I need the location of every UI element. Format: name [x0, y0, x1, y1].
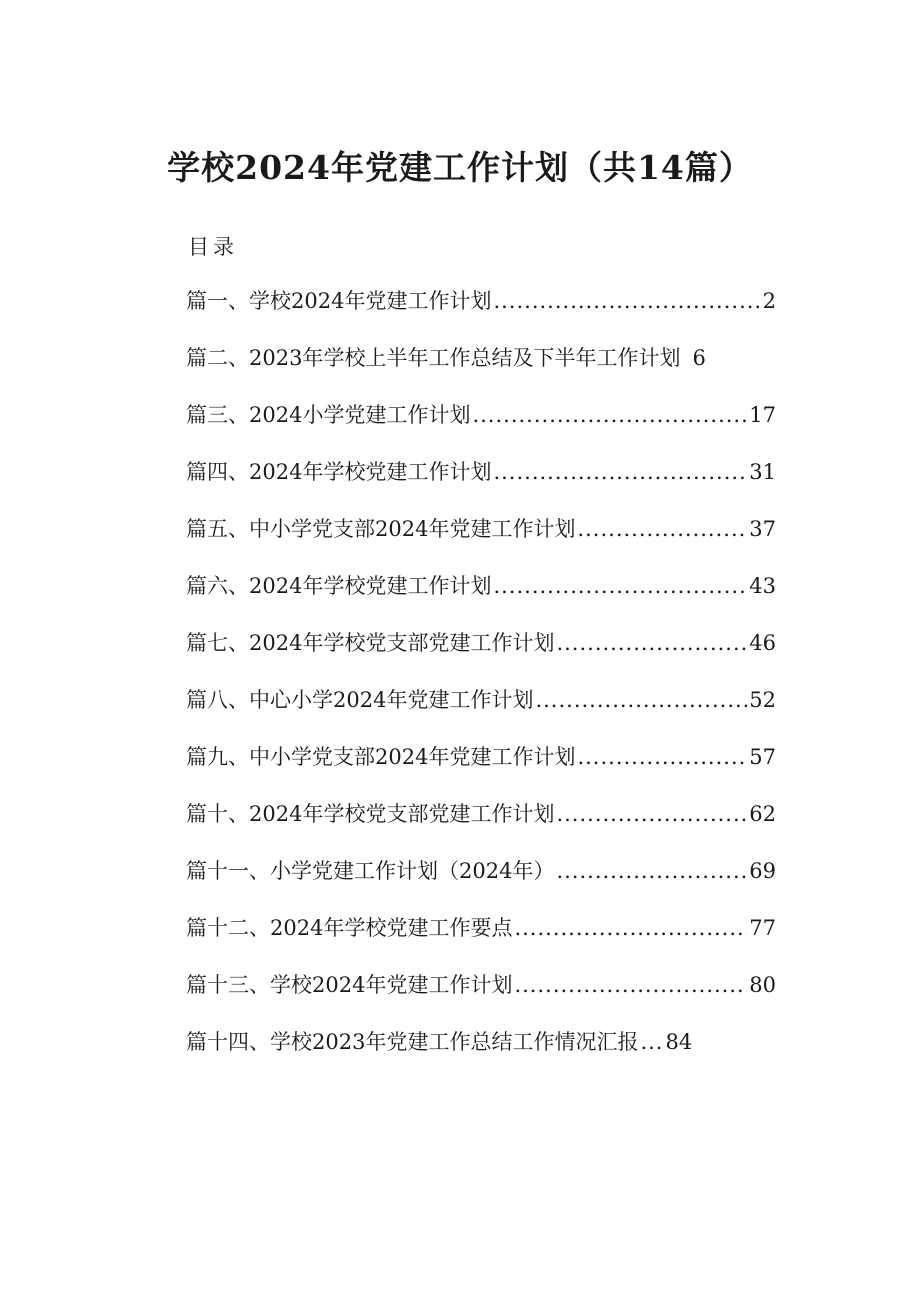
toc-entry[interactable] [186, 683, 776, 740]
dot-leader [556, 797, 747, 831]
toc-page-number: 2 [762, 289, 776, 313]
toc-entry-title: 篇二、2023年学校上半年工作总结及下半年工作计划 [186, 346, 681, 370]
toc-page-number: 17 [749, 403, 776, 427]
toc-entry[interactable] [186, 284, 776, 341]
toc-entry[interactable] [186, 911, 776, 968]
toc-page-number: 46 [749, 631, 776, 655]
toc-entry-title: 篇十三、学校2024年党建工作计划 [186, 973, 513, 997]
toc-page-number: 57 [749, 745, 776, 769]
toc-entry-title: 篇四、2024年学校党建工作计划 [186, 460, 492, 484]
toc-entry[interactable] [186, 398, 776, 455]
toc-entry[interactable] [186, 512, 776, 569]
toc-entry[interactable] [186, 626, 776, 683]
toc-entry-title: 篇六、2024年学校党建工作计划 [186, 574, 492, 598]
toc-entry[interactable] [186, 968, 776, 1025]
toc-page-number: 31 [749, 460, 776, 484]
toc-page-number: 77 [749, 916, 776, 940]
dot-leader [493, 284, 760, 318]
dot-leader [535, 683, 747, 717]
dot-leader [577, 512, 747, 546]
toc-entry-title: 篇十二、2024年学校党建工作要点 [186, 916, 513, 940]
toc-entry-title: 篇五、中小学党支部2024年党建工作计划 [186, 517, 576, 541]
toc-entry-title: 篇三、2024小学党建工作计划 [186, 403, 471, 427]
toc-entry[interactable] [186, 455, 776, 512]
dot-leader [577, 740, 747, 774]
toc-entry[interactable] [186, 341, 776, 398]
toc-entry-title: 篇七、2024年学校党支部党建工作计划 [186, 631, 555, 655]
toc-entry[interactable] [186, 797, 776, 854]
toc-entry[interactable] [186, 569, 776, 626]
toc-page-number: 43 [749, 574, 776, 598]
toc-page-number: 62 [749, 802, 776, 826]
toc-page-number: 80 [749, 973, 776, 997]
dot-leader [556, 854, 747, 888]
dot-leader [472, 398, 747, 432]
toc-entry[interactable] [186, 740, 776, 797]
toc-entry-title: 篇一、学校2024年党建工作计划 [186, 289, 492, 313]
dot-leader [493, 455, 747, 489]
dot-leader [556, 626, 747, 660]
dot-leader [514, 911, 747, 945]
toc-entry-title: 篇十一、小学党建工作计划（2024年） [186, 859, 555, 883]
toc-page-number: 37 [749, 517, 776, 541]
toc-page-number: 69 [749, 859, 776, 883]
table-of-contents [186, 284, 776, 1082]
toc-page-number: 84 [665, 1030, 693, 1054]
document-title: 学校2024年党建工作计划（共14篇） [167, 148, 753, 187]
dot-leader [493, 569, 747, 603]
toc-entry-title: 篇九、中小学党支部2024年党建工作计划 [186, 745, 576, 769]
toc-entry-title: 篇十四、学校2023年党建工作总结工作情况汇报 [186, 1030, 639, 1054]
dot-leader [514, 968, 747, 1002]
toc-heading: 目录 [188, 235, 238, 259]
toc-entry[interactable] [186, 1025, 776, 1082]
toc-entry[interactable] [186, 854, 776, 911]
toc-page-number: 52 [749, 688, 776, 712]
toc-page-number: 6 [692, 346, 706, 370]
toc-entry-title: 篇十、2024年学校党支部党建工作计划 [186, 802, 555, 826]
dot-leader [640, 1025, 663, 1059]
toc-entry-title: 篇八、中心小学2024年党建工作计划 [186, 688, 534, 712]
